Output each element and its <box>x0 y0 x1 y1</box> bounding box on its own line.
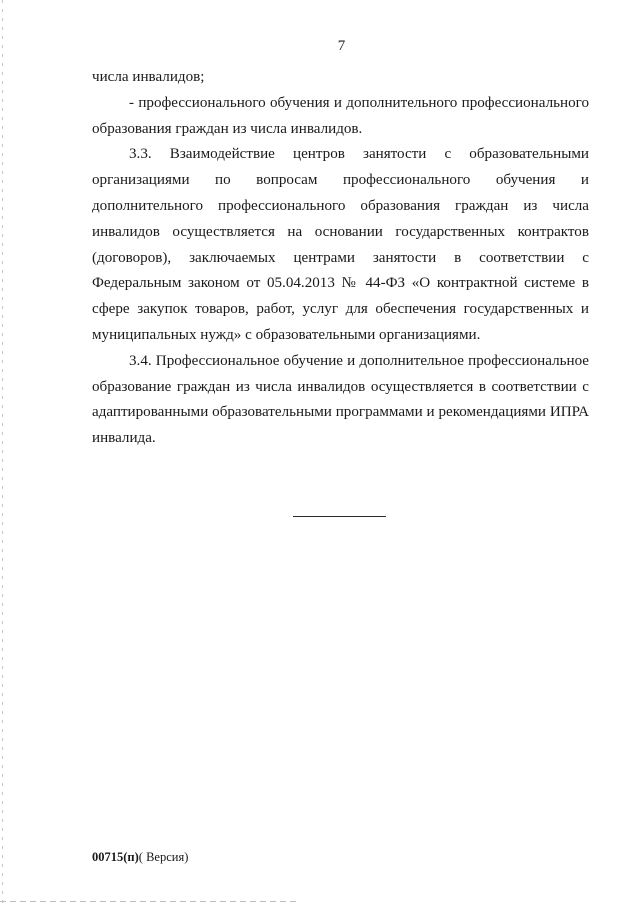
page-number: 7 <box>337 38 346 54</box>
footer-version: ( Версия) <box>138 850 189 864</box>
scan-bottom-edge <box>0 901 300 902</box>
paragraph-3-3: 3.3. Взаимодействие центров занятости с образовательными организациями по вопросам профессионального обучения и дополнительного профессионального образования граждан из числа инвалидов осуществляется на основании государственных контрактов (договоров), заключаемых центрами занятости в соответствии с Федеральным законом от 05.04.2013 № 44-ФЗ «О контрактной системе в сфере закупок товаров, работ, услуг для обеспечения государственных и муниципальных нужд» с образовательными организациями. <box>92 146 589 343</box>
paragraph-continuation: числа инвалидов; <box>92 69 205 85</box>
footer-code <box>92 850 188 865</box>
scan-left-edge <box>2 0 3 905</box>
footer-document-code: 00715(п) <box>92 850 139 864</box>
end-separator-line <box>293 516 386 517</box>
paragraph-3-4: 3.4. Профессиональное обучение и дополнительное профессиональное образование граждан из числа инвалидов осуществляется в соответствии с адаптированными образовательными программами и рекомендациями ИПРА инвалида. <box>92 352 589 447</box>
paragraph-list-item: - профессионального обучения и дополнительного профессионального образования граждан из числа инвалидов. <box>92 94 589 137</box>
document-body <box>92 65 589 452</box>
